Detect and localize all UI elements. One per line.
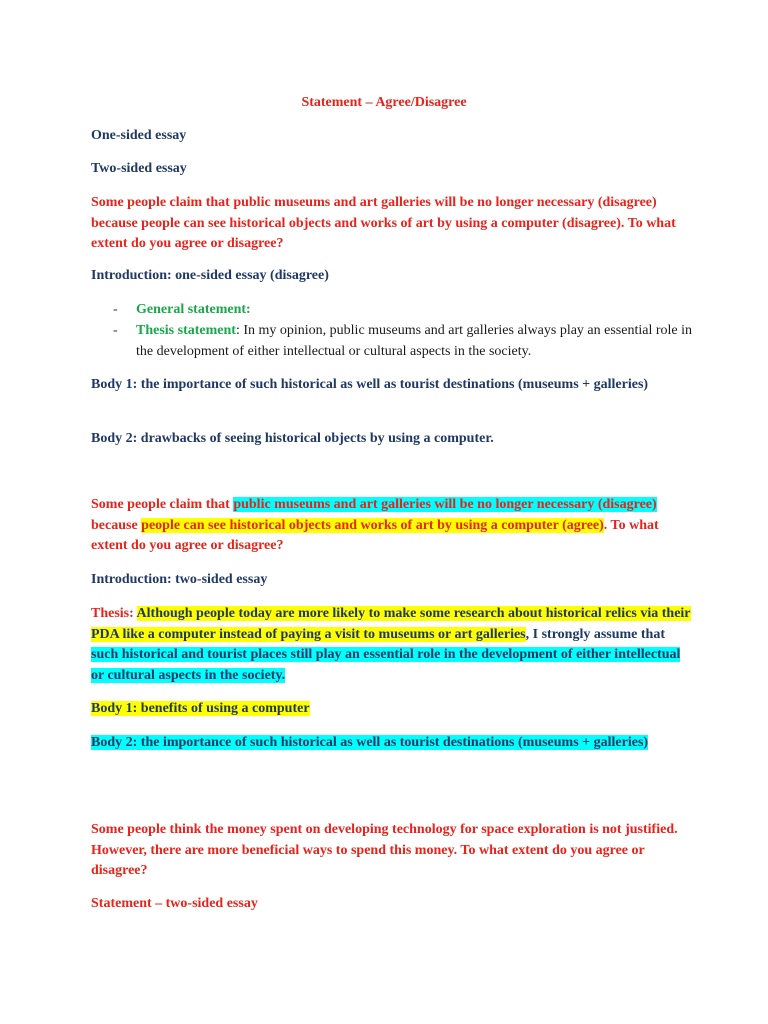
two-sided-heading: Two-sided essay (91, 161, 187, 176)
intro-two-sided-heading: Introduction: two-sided essay (91, 572, 268, 587)
bullet-dash: - (113, 302, 118, 317)
body1-yellow-highlight: Body 1: benefits of using a computer (91, 701, 310, 716)
body2-cyan-highlight: Body 2: the importance of such historical as well as tourist destinations (museums + galleries) (91, 735, 649, 750)
prompt2-yellow-highlight: people can see historical objects and works of art by using a computer (agree) (141, 517, 604, 533)
thesis-middle: , I strongly assume that (525, 626, 666, 642)
prompt2-part3: because (91, 517, 142, 533)
one-sided-heading: One-sided essay (91, 128, 187, 143)
intro-one-sided-heading: Introduction: one-sided essay (disagree) (91, 268, 329, 283)
body2-two-sided (91, 733, 691, 754)
body1-one-sided: Body 1: the importance of such historical as well as tourist destinations (museums + galleries) (91, 377, 649, 392)
thesis-label: Thesis: (91, 606, 134, 621)
thesis-paragraph (91, 604, 691, 686)
thesis-yellow-highlight: Although people today are more likely to make some research about historical relics via their PDA like a computer instead of paying a visit to museums or art galleries (91, 606, 691, 642)
bullet-dash: - (113, 323, 118, 338)
thesis-statement-item (136, 321, 696, 362)
prompt2-cyan-highlight: public museums and art galleries will be no longer necessary (disagree) (233, 497, 657, 512)
body2-one-sided: Body 2: drawbacks of seeing historical objects by using a computer. (91, 431, 494, 446)
thesis-cyan-highlight: such historical and tourist places still play an essential role in the development of either intellectual or cultural aspects in the society. (91, 647, 681, 683)
prompt2-part1: Some people claim that (91, 497, 234, 512)
page-title: Statement – Agree/Disagree (301, 95, 467, 110)
general-statement-label: General statement: (136, 302, 251, 317)
thesis-statement-text: : In my opinion, public museums and art galleries always play an essential role in the development of either intellectual or cultural aspects in the society. (136, 323, 692, 359)
essay-prompt-1: Some people claim that public museums and art galleries will be no longer necessary (disagree) because people can see historical objects and works of art by using a computer (disagree). To what extent do you agree or disagree? (91, 195, 676, 251)
statement-two-sided-heading: Statement – two-sided essay (91, 896, 258, 911)
thesis-statement-label: Thesis statement (136, 323, 236, 338)
essay-prompt-2 (91, 495, 691, 557)
body1-two-sided (91, 699, 691, 720)
general-statement-item (136, 300, 696, 321)
prompt2-part5: . To what extent do you agree or disagree? (91, 517, 659, 553)
essay-prompt-3: Some people think the money spent on developing technology for space exploration is not justified. However, there are more beneficial ways to spend this money. To what extent do you agree or disagree? (91, 822, 678, 878)
